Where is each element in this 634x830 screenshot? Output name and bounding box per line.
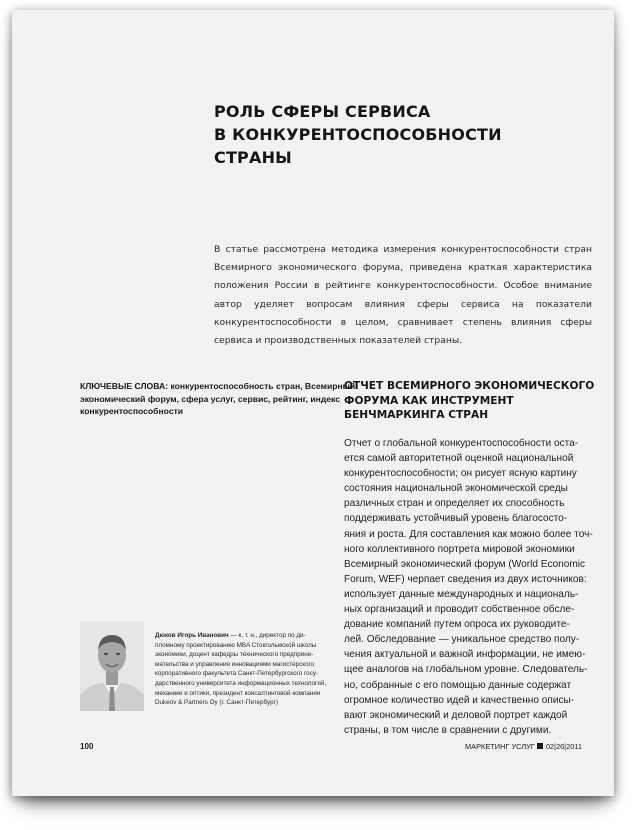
page-number: 100 [80, 742, 94, 751]
bio-line [155, 631, 330, 641]
article-title-line: СТРАНЫ [214, 148, 292, 167]
article-abstract: В статье рассмотрена методика измерения конкурентоспособности стран Всемирного экономического форума, приведена краткая характеристика положения России в рейтинге конкурентоспособности. Особое внимание автор уделяет вопросам влияния сферы сервиса на показатели конкурентоспособности в целом, сравнивает степень влияния сферы сервиса и производственных показателей страны. [214, 244, 592, 347]
bio-line: механики и оптики, президент консалтинговой компании [155, 689, 321, 697]
bio-line: экономики, доцент кафедры технического предприни- [155, 651, 314, 659]
journal-footer [465, 742, 582, 751]
body-line: различных стран и определяет их способность [344, 498, 565, 510]
author-bio [155, 631, 330, 708]
section-title-line: ФОРУМА КАК ИНСТРУМЕНТ [344, 394, 514, 407]
body-line: щее аналогов на глобальном уровне. Следователь- [344, 664, 588, 676]
body-line: ных организаций и проводит собственное обсле- [344, 604, 575, 616]
body-line: лей. Обследование — уникальное средство полу- [344, 634, 580, 646]
article-title-line: РОЛЬ СФЕРЫ СЕРВИСА [214, 102, 431, 121]
article-title [214, 100, 594, 169]
body-line: огромное количество идей и качественно описы- [344, 694, 575, 706]
section-body [344, 436, 594, 738]
bio-line: дарственного университета информационных технологий, [155, 679, 327, 687]
section-title-line: БЕНЧМАРКИНГА СТРАН [344, 409, 489, 421]
body-line: но, собранные с его помощью данные содержат [344, 679, 572, 691]
body-line: вают экономический и деловой портрет каждой [344, 709, 568, 721]
body-line: ного коллективного портрета мировой экономики [344, 543, 575, 555]
author-name: Дюков Игорь Иванович [155, 632, 229, 639]
body-line: конкурентоспособности; он рисует ясную картину [344, 468, 577, 480]
body-line: ется самой авторитетной оценкой национальной [344, 453, 574, 465]
journal-issue: 02|26|2011 [545, 742, 582, 751]
keywords-line: КЛЮЧЕВЫЕ СЛОВА: конкурентоспособность стран, Всемирный [80, 381, 356, 391]
body-line: Отчет о глобальной конкурентоспособности оста- [344, 438, 579, 449]
bio-line: пломному проектированию MBA Стокгольмской школы [155, 641, 317, 649]
body-line: Forum, WEF) черпает сведения из двух источников: [344, 573, 587, 585]
bio-first-line: — к. т. н., директор по ди- [228, 632, 306, 639]
body-line: поддерживать устойчивый уровень благососто- [344, 513, 568, 525]
body-line: состояния национальной экономической среды [344, 483, 568, 495]
keywords-line: конкурентоспособности [80, 406, 184, 416]
body-line: использует данные международных и националь- [344, 588, 579, 600]
author-portrait-icon [80, 621, 144, 711]
journal-name: МАРКЕТИНГ УСЛУГ [465, 742, 535, 751]
author-photo [80, 621, 144, 711]
square-bullet-icon [537, 743, 543, 749]
bio-line: Dukeov & Partners Oy (г. Санкт-Петербург) [155, 699, 278, 707]
journal-page [12, 10, 614, 796]
article-title-line: В КОНКУРЕНТОСПОСОБНОСТИ [214, 125, 502, 144]
body-line: чения актуальной и важной информации, не имею- [344, 649, 586, 661]
body-line: дование компаний путем опроса их руководите- [344, 619, 570, 631]
body-line: яния и роста. Для составления как можно более точ- [344, 528, 593, 540]
section-title-line: ОТЧЕТ ВСЕМИРНОГО ЭКОНОМИЧЕСКОГО [344, 380, 595, 392]
section-title [344, 379, 594, 423]
body-line: Всемирный экономический форум (World Economic [344, 558, 586, 570]
bio-line: корпоративного факультета Санкт-Петербургского госу- [155, 670, 319, 678]
keywords-line: экономический форум, сфера услуг, сервис, рейтинг, индекс [80, 393, 341, 404]
keywords [80, 380, 356, 418]
bio-line: мательства и управления инновациями магистерского [155, 660, 315, 668]
body-line: страны, в том числе в сравнении с другими. [344, 724, 552, 736]
